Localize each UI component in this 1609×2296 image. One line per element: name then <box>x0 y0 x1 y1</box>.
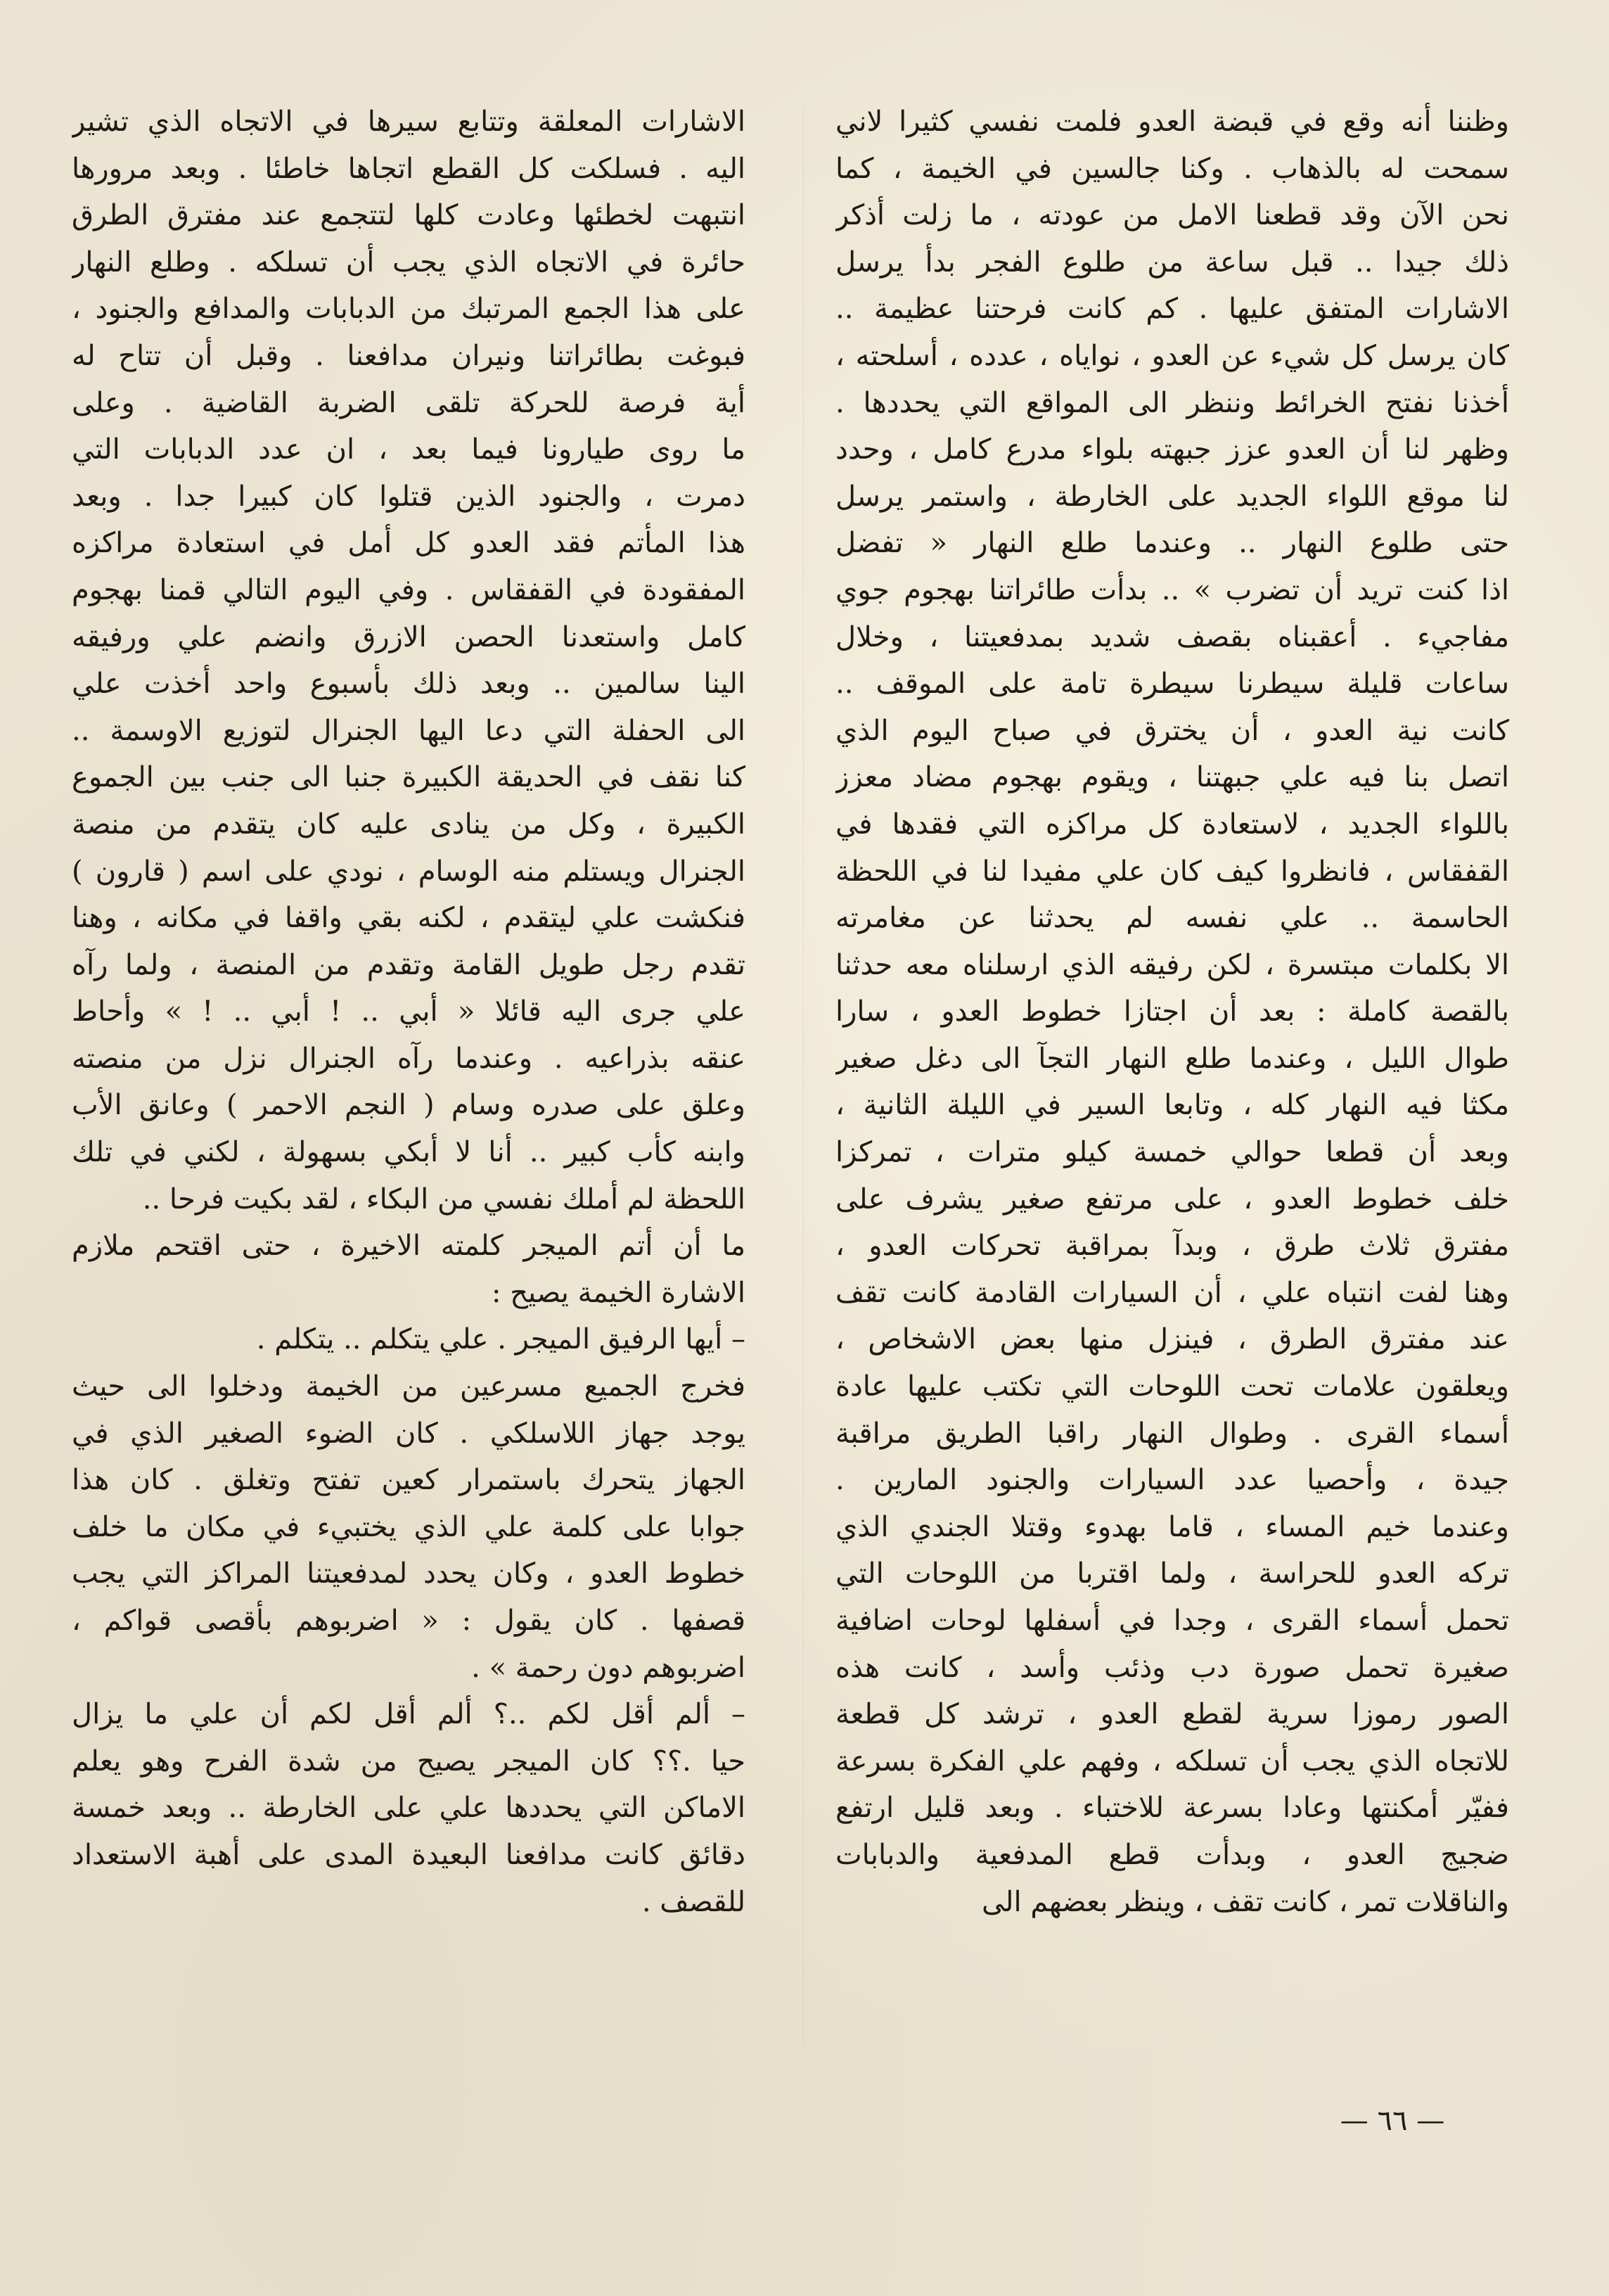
text-line: اضربوهم دون رحمة » . <box>471 1651 745 1684</box>
text-line: فنكشت علي ليتقدم ، لكنه بقي واقفا في مكانه ، وهنا <box>72 902 745 935</box>
text-line: فخرج الجميع مسرعين من الخيمة ودخلوا الى حيث <box>72 1370 745 1403</box>
text-line: مفترق ثلاث طرق ، وبدآ بمراقبة تحركات العدو ، <box>835 1230 1509 1263</box>
text-line: كان يرسل كل شيء عن العدو ، نواياه ، عدده ، أسلحته ، <box>835 339 1509 372</box>
text-line: نحن الآن وقد قطعنا الامل من عودته ، ما زلت أذكر <box>835 199 1509 232</box>
text-line: القفقاس ، فانظروا كيف كان علي مفيدا لنا في اللحظة <box>835 855 1509 888</box>
text-line: الاماكن التي يحددها علي على الخارطة .. وبعد خمسة <box>72 1792 745 1825</box>
text-line: باللواء الجديد ، لاستعادة كل مراكزه التي فقدها في <box>835 808 1509 841</box>
text-line: خلف خطوط العدو ، على مرتفع صغير يشرف على <box>835 1182 1509 1216</box>
text-line: تركه العدو للحراسة ، ولما اقتربا من اللوحات التي <box>835 1557 1509 1590</box>
text-line: دمرت ، والجنود الذين قتلوا كان كبيرا جدا . وبعد <box>72 480 745 513</box>
text-line: ذلك جيدا .. قبل ساعة من طلوع الفجر بدأ يرسل <box>835 245 1509 279</box>
text-line: بالقصة كاملة : بعد أن اجتازا خطوط العدو ، سارا <box>835 995 1509 1028</box>
text-line: وظننا أنه وقع في قبضة العدو فلمت نفسي كثيرا لاني <box>835 106 1509 138</box>
text-line: ما روى طيارونا فيما بعد ، ان عدد الدبابات التي <box>72 433 745 466</box>
text-line: أخذنا نفتح الخرائط وننظر الى المواقع التي يحددها . <box>835 386 1509 419</box>
text-line: فبوغت بطائراتنا ونيران مدافعنا . وقبل أن تتاح له <box>72 339 745 372</box>
text-line: صغيرة تحمل صورة دب وذئب وأسد ، كانت هذه <box>835 1651 1509 1684</box>
text-line: – ألم أقل لكم ..؟ ألم أقل لكم أن علي ما يزال <box>72 1698 745 1731</box>
text-line: اذا كنت تريد أن تضرب » .. بدأت طائراتنا بهجوم جوي <box>835 573 1509 606</box>
text-line: المفقودة في القفقاس . وفي اليوم التالي قمنا بهجوم <box>72 573 745 606</box>
text-line: ففيّر أمكنتها وعادا بسرعة للاختباء . وبعد قليل ارتفع <box>835 1792 1509 1825</box>
text-line: حتى طلوع النهار .. وعندما طلع النهار « تفضل <box>835 527 1509 560</box>
text-line: الكبيرة ، وكل من ينادى عليه كان يتقدم من منصة <box>72 808 745 841</box>
text-line: – أيها الرفيق الميجر . علي يتكلم .. يتكلم . <box>256 1323 745 1356</box>
page-number: — ٦٦ — <box>1340 2105 1445 2137</box>
text-line: كنا نقف في الحديقة الكبيرة جنبا الى جنب بين الجموع <box>72 761 745 794</box>
text-line: وبعد أن قطعا حوالي خمسة كيلو مترات ، تمركزا <box>835 1136 1509 1169</box>
text-line: الا بكلمات مبتسرة ، لكن رفيقه الذي ارسلناه معه حدثنا <box>835 948 1509 981</box>
text-line: انتبهت لخطئها وعادت كلها لتتجمع عند مفترق الطرق <box>72 199 745 232</box>
text-line: حائرة في الاتجاه الذي يجب أن تسلكه . وطلع النهار <box>72 245 745 279</box>
text-line: اتصل بنا فيه علي جبهتنا ، ويقوم بهجوم مضاد معزز <box>835 761 1509 794</box>
text-line: ضجيج العدو ، وبدأت قطع المدفعية والدبابات <box>835 1838 1509 1871</box>
text-column-right <box>835 98 1509 1925</box>
text-line: الاشارات المعلقة وتتابع سيرها في الاتجاه الذي تشير <box>72 106 745 138</box>
text-line: على هذا الجمع المرتبك من الدبابات والمدافع والجنود ، <box>72 293 745 326</box>
text-line: الى الحفلة التي دعا اليها الجنرال لتوزيع الاوسمة .. <box>72 714 745 747</box>
text-line: طوال الليل ، وعندما طلع النهار التجآ الى دغل صغير <box>835 1042 1509 1075</box>
text-line: الجهاز يتحرك باستمرار كعين تفتح وتغلق . كان هذا <box>72 1464 745 1497</box>
text-line: الحاسمة .. علي نفسه لم يحدثنا عن مغامرته <box>835 902 1509 935</box>
text-line: الصور رموزا سرية لقطع العدو ، ترشد كل قطعة <box>835 1698 1509 1731</box>
text-line: ما أن أتم الميجر كلمته الاخيرة ، حتى اقتحم ملازم <box>72 1230 745 1263</box>
text-line: والناقلات تمر ، كانت تقف ، وينظر بعضهم الى <box>981 1885 1509 1918</box>
text-line: وعلق على صدره وسام ( النجم الاحمر ) وعانق الأب <box>72 1089 745 1122</box>
text-line: أية فرصة للحركة تلقى الضربة القاضية . وعلى <box>72 386 745 419</box>
text-line: يوجد جهاز اللاسلكي . كان الضوء الصغير الذي في <box>72 1417 745 1450</box>
text-line: للقصف . <box>641 1885 745 1918</box>
text-line: مكثا فيه النهار كله ، وتابعا السير في الليلة الثانية ، <box>835 1089 1509 1122</box>
text-line: الجنرال ويستلم منه الوسام ، نودي على اسم ( قارون ) <box>72 855 745 888</box>
text-column-left <box>72 98 745 1925</box>
text-line: كامل واستعدنا الحصن الازرق وانضم علي ورفيقه <box>72 620 745 653</box>
text-line: أسماء القرى . وطوال النهار راقبا الطريق مراقبة <box>835 1417 1509 1450</box>
text-line: سمحت له بالذهاب . وكنا جالسين في الخيمة ، كما <box>835 152 1509 185</box>
text-line: ساعات قليلة سيطرنا سيطرة تامة على الموقف .. <box>835 668 1509 701</box>
text-line: اللحظة لم أملك نفسي من البكاء ، لقد بكيت فرحا .. <box>142 1182 745 1216</box>
text-line: جيدة ، وأحصيا عدد السيارات والجنود المارين . <box>835 1464 1509 1497</box>
text-line: مفاجيء . أعقبناه بقصف شديد بمدفعيتنا ، وخلال <box>835 620 1509 653</box>
text-line: تحمل أسماء القرى ، وجدا في أسفلها لوحات اضافية <box>835 1605 1509 1637</box>
text-line: وهنا لفت انتباه علي ، أن السيارات القادمة كانت تقف <box>835 1276 1509 1309</box>
text-line: كانت نية العدو ، أن يخترق في صباح اليوم الذي <box>835 714 1509 747</box>
text-line: عنقه بذراعيه . وعندما رآه الجنرال نزل من منصته <box>72 1042 745 1075</box>
text-line: تقدم رجل طويل القامة وتقدم من المنصة ، ولما رآه <box>72 948 745 981</box>
text-line: دقائق كانت مدافعنا البعيدة المدى على أهبة الاستعداد <box>72 1838 745 1871</box>
text-line: ويعلقون علامات تحت اللوحات التي تكتب عليها عادة <box>835 1370 1509 1403</box>
text-line: عند مفترق الطرق ، فينزل منها بعض الاشخاص ، <box>835 1323 1509 1356</box>
text-line: هذا المأتم فقد العدو كل أمل في استعادة مراكزه <box>72 527 745 560</box>
text-line: للاتجاه الذي يجب أن تسلكه ، وفهم علي الفكرة بسرعة <box>835 1745 1509 1778</box>
text-line: وظهر لنا أن العدو عزز جبهته بلواء مدرع كامل ، وحدد <box>835 433 1509 466</box>
text-line: الاشارة الخيمة يصيح : <box>492 1276 745 1309</box>
text-line: لنا موقع اللواء الجديد على الخارطة ، واستمر يرسل <box>835 480 1509 513</box>
text-line: قصفها . كان يقول : « اضربوهم بأقصى قواكم ، <box>72 1605 745 1637</box>
text-line: خطوط العدو ، وكان يحدد لمدفعيتنا المراكز التي يجب <box>72 1557 745 1590</box>
text-line: حيا .؟؟ كان الميجر يصيح من شدة الفرح وهو يعلم <box>72 1745 745 1778</box>
text-line: الينا سالمين .. وبعد ذلك بأسبوع واحد أخذت علي <box>72 668 745 701</box>
text-line: الاشارات المتفق عليها . كم كانت فرحتنا عظيمة .. <box>835 293 1509 326</box>
text-line: علي جرى اليه قائلا « أبي .. ! أبي .. ! » وأحاط <box>72 995 745 1028</box>
text-line: اليه . فسلكت كل القطع اتجاها خاطئا . وبعد مرورها <box>72 152 745 185</box>
column-divider <box>803 106 804 2047</box>
text-line: جوابا على كلمة علي الذي يختبيء في مكان ما خلف <box>72 1510 745 1543</box>
text-line: وعندما خيم المساء ، قاما بهدوء وقتلا الجندي الذي <box>835 1510 1509 1543</box>
text-line: وابنه كأب كبير .. أنا لا أبكي بسهولة ، لكني في تلك <box>72 1136 745 1169</box>
